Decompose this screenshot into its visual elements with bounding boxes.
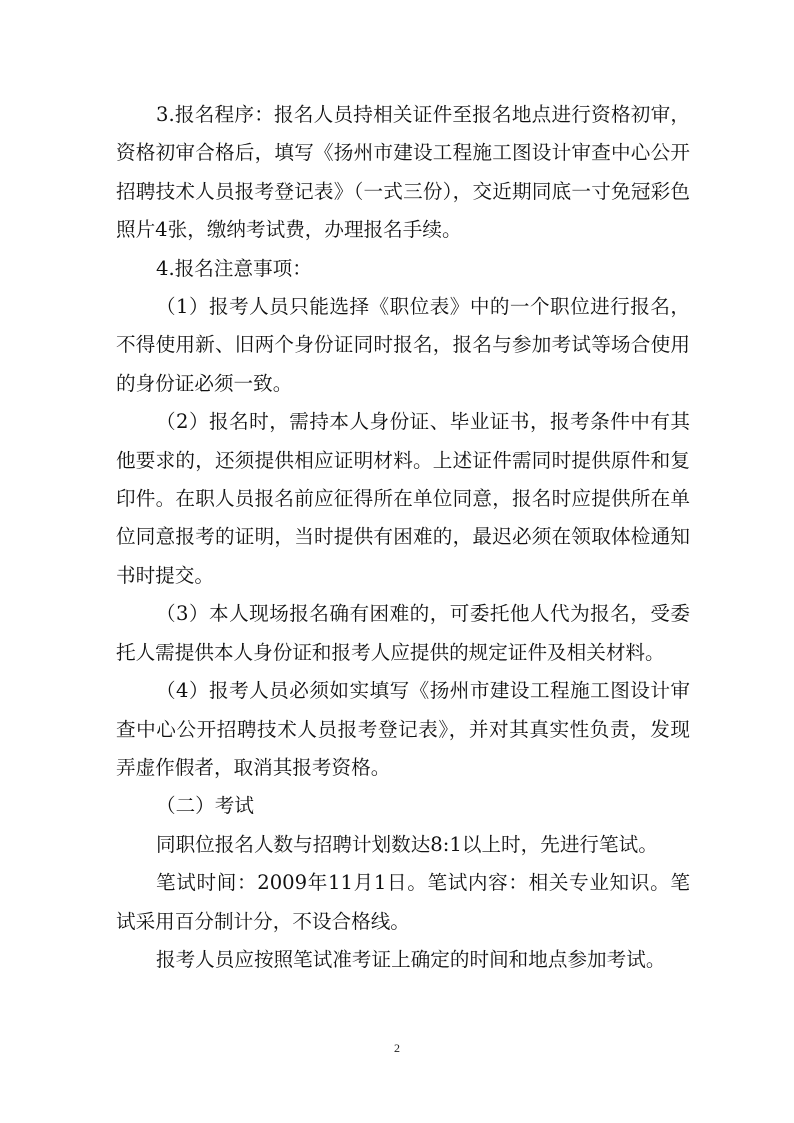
paragraph-exam-ratio: 同职位报名人数与招聘计划数达8:1以上时，先进行笔试。 — [156, 832, 658, 856]
section-heading-exam: （二）考试 — [156, 794, 254, 818]
paragraph-registration-procedure: 3.报名程序：报名人员持相关证件至报名地点进行资格初审，资格初审合格后，填写《扬州市建设工程施工图设计审查中心公开招聘技术人员报考登记表》（一式三份），交近期同底一寸免冠彩色照片4张，缴纳考试费，办理报名手续。 — [116, 103, 690, 242]
paragraph-note-1: （1）报考人员只能选择《职位表》中的一个职位进行报名，不得使用新、旧两个身份证同时报名，报名与参加考试等场合使用的身份证必须一致。 — [116, 295, 690, 395]
page-number: 2 — [394, 1041, 400, 1055]
paragraph-registration-notes-heading: 4.报名注意事项： — [156, 256, 312, 280]
paragraph-note-4: （4）报考人员必须如实填写《扬州市建设工程施工图设计审查中心公开招聘技术人员报考登记表》，并对其真实性负责，发现弄虚作假者，取消其报考资格。 — [116, 679, 690, 779]
paragraph-note-2: （2）报名时，需持本人身份证、毕业证书，报考条件中有其他要求的，还须提供相应证明材料。上述证件需同时提供原件和复印件。在职人员报名前应征得所在单位同意，报名时应提供所在单位同意报考的证明，当时提供有困难的，最迟必须在领取体检通知书时提交。 — [116, 410, 690, 587]
document-body — [116, 96, 690, 979]
paragraph-exam-time: 笔试时间：2009年11月1日。笔试内容：相关专业知识。笔试采用百分制计分，不设合格线。 — [116, 871, 690, 933]
paragraph-note-3: （3）本人现场报名确有困难的，可委托他人代为报名，受委托人需提供本人身份证和报考人应提供的规定证件及相关材料。 — [116, 602, 690, 664]
paragraph-exam-attendance: 报考人员应按照笔试准考证上确定的时间和地点参加考试。 — [156, 947, 666, 971]
